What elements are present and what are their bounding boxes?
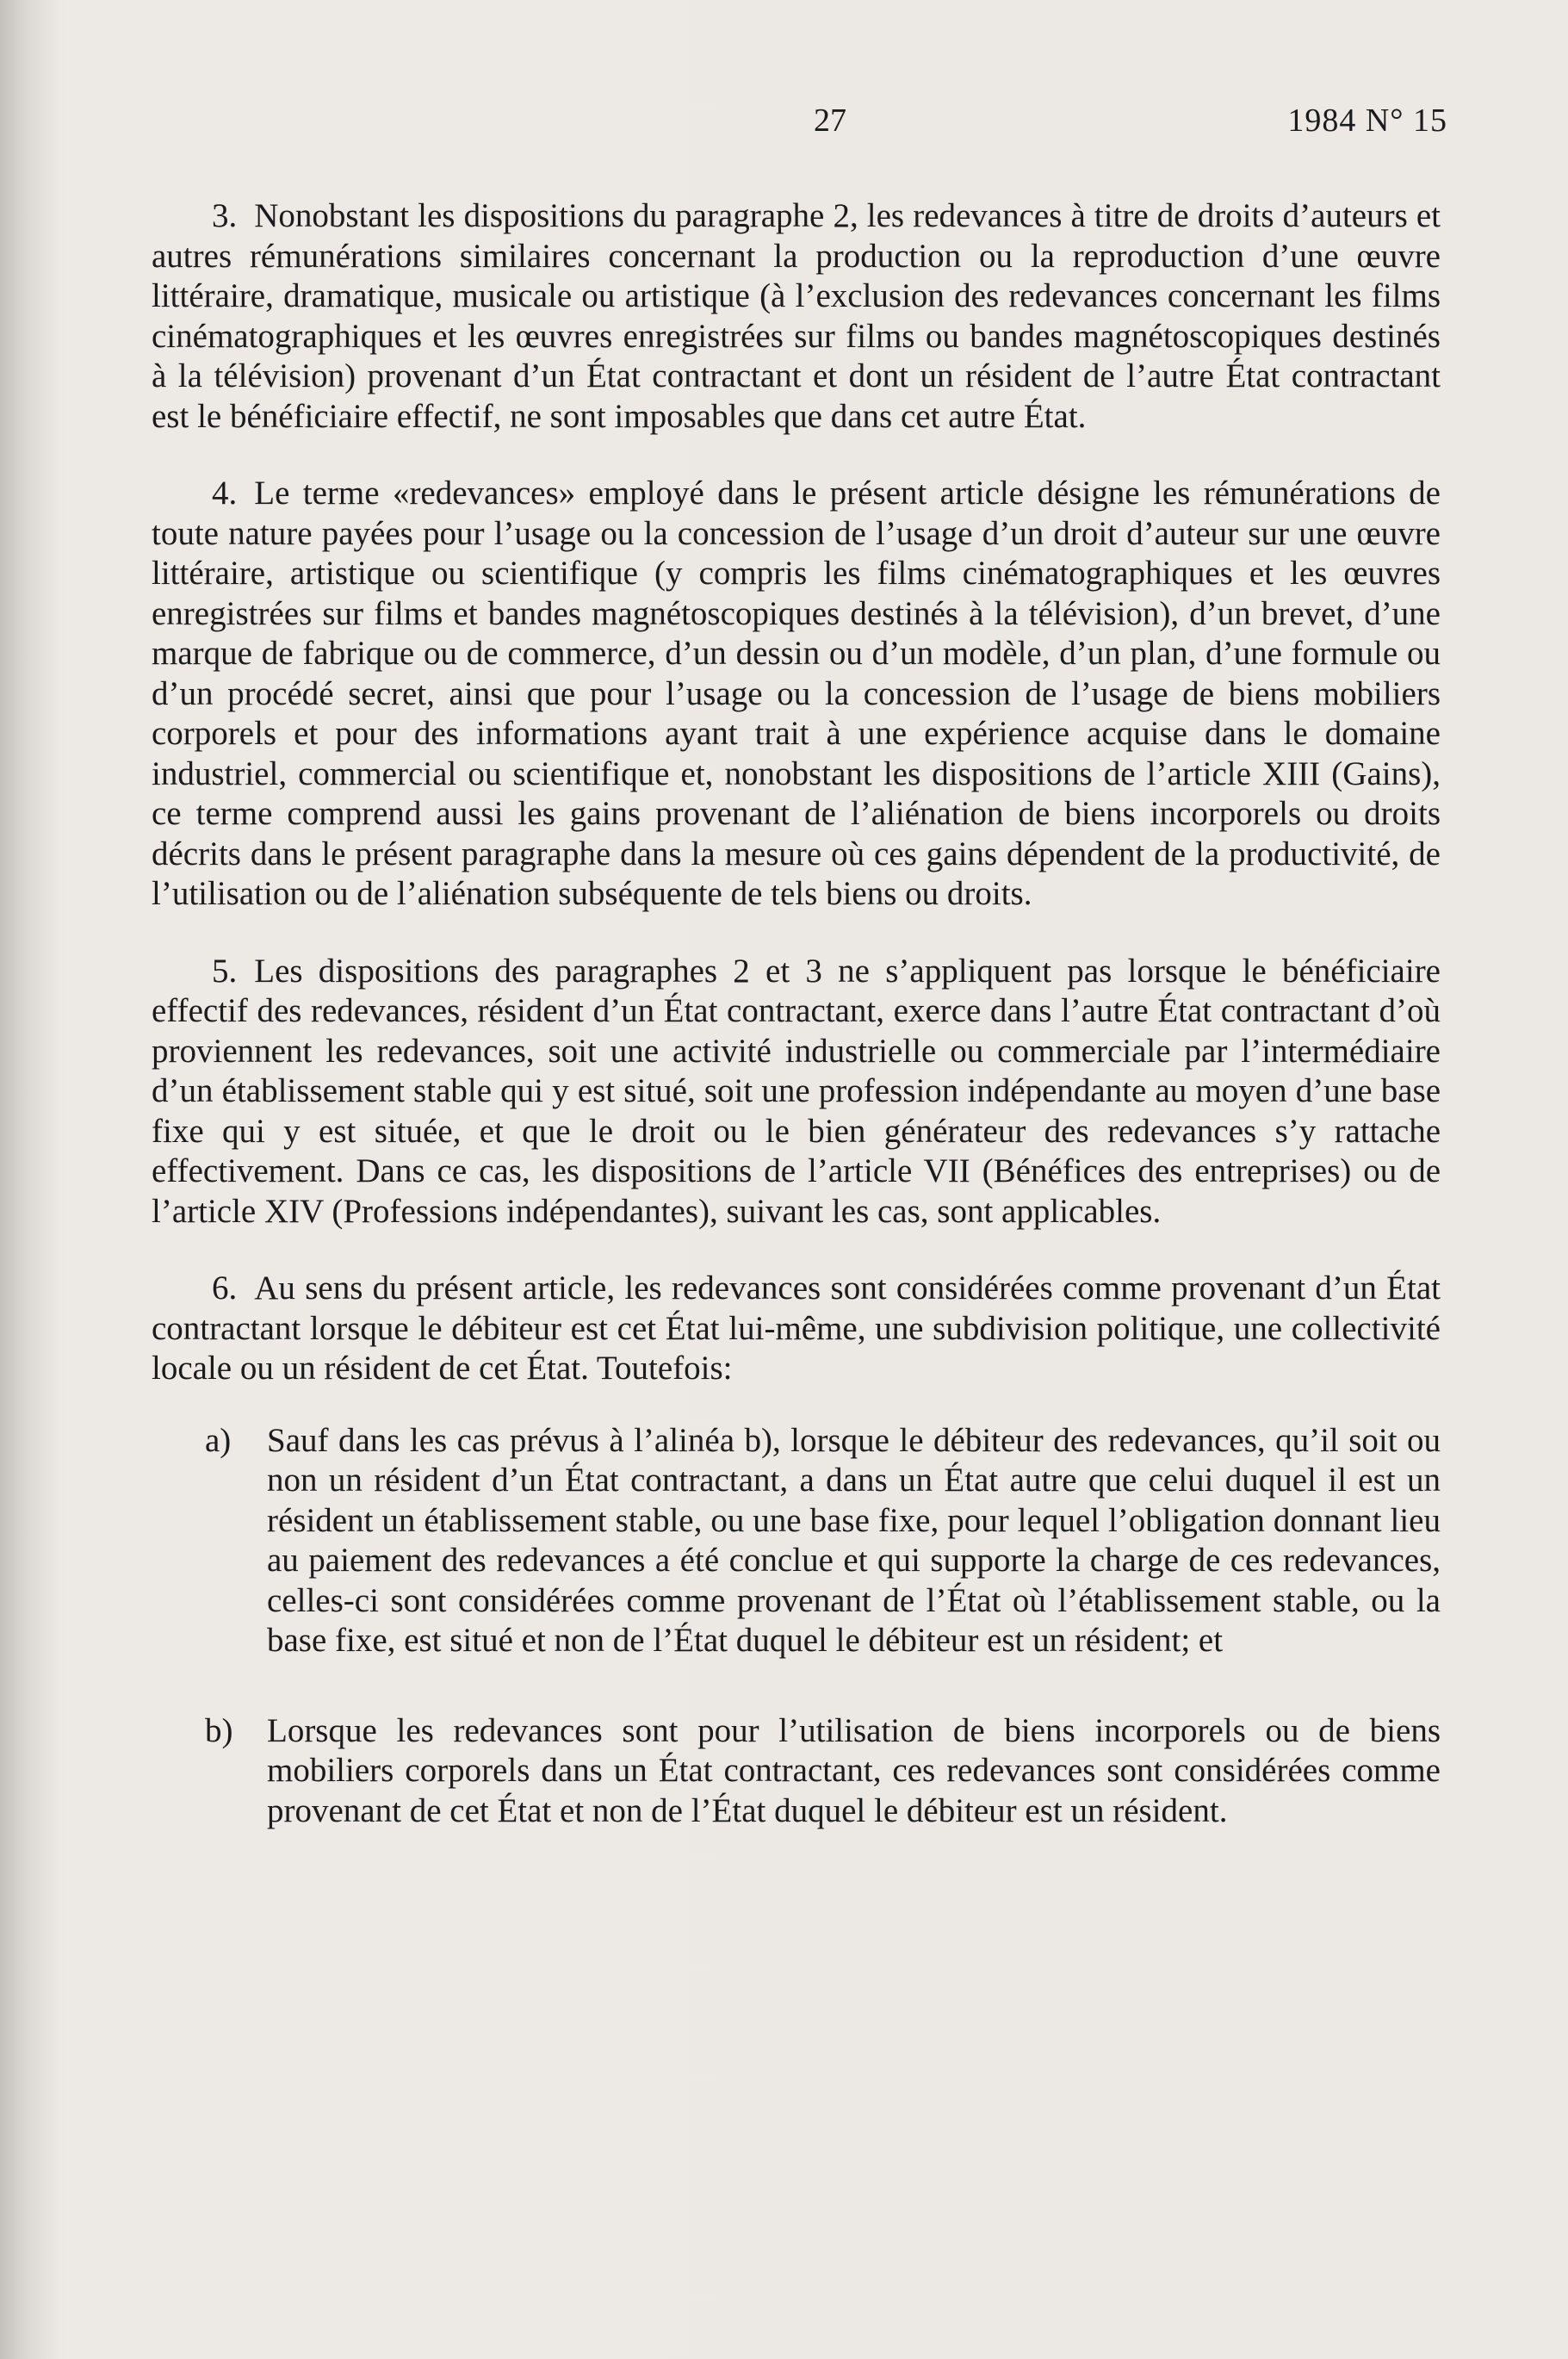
subparagraph-letter: a) (205, 1421, 232, 1459)
subparagraph-text: Sauf dans les cas prévus à l’alinéa b), lorsque le débiteur des redevances, qu’il soit ou non un résident d’un État contractant, a dans un État autre que celui duquel il est un résident un établissement stable, ou une base fixe, pour lequel l’obligation donnant lieu au paiement des redevances a été conclue et qui supporte la charge de ces redevances, celles-ci sont considérées comme provenant de l’État où l’établissement stable, ou la base fixe, est situé et non de l’État duquel le débiteur est un résident; et (267, 1421, 1441, 1659)
paragraph-text: Les dispositions des paragraphes 2 et 3 ne s’appliquent pas lorsque le bénéficiaire effectif des redevances, résident d’un État contractant, exerce dans l’autre État contractant d’où proviennent les redevances, soit une activité industrielle ou commerciale par l’intermédiaire d’un établissement stable qui y est situé, soit une profession indépendante au moyen d’une base fixe qui y est située, et que le droit ou le bien générateur des redevances s’y rattache effectivement. Dans ce cas, les dispositions de l’article VII (Bénéfices des entreprises) ou de l’article XIV (Professions indépendantes), suivant les cas, sont applicables. (152, 952, 1441, 1230)
subparagraph-letter: b) (205, 1711, 233, 1749)
paragraph-text: Au sens du présent article, les redevances sont considérées comme provenant d’un État contractant lorsque le débiteur est cet État lui-même, une subdivision politique, une collectivité locale ou un résident de cet État. Toutefois: (152, 1270, 1441, 1387)
paragraph-3 (152, 196, 1441, 437)
paragraph-5 (152, 952, 1441, 1232)
paragraph-text: Le terme «redevances» employé dans le présent article désigne les rémunérations de toute nature payées pour l’usage ou la concession de l’usage d’un droit d’auteur sur une œuvre littéraire, artistique ou scientifique (y compris les films cinématographiques et les œuvres enregistrées sur films et bandes magnétoscopiques destinés à la télévision), d’un brevet, d’une marque de fabrique ou de commerce, d’un dessin ou d’un modèle, d’un plan, d’une formule ou d’un procédé secret, ainsi que pour l’usage ou la concession de l’usage de biens mobiliers corporels et pour des informations ayant trait à une expérience acquise dans le domaine industriel, commercial ou scientifique et, nonobstant les dispositions de l’article XIII (Gains), ce terme comprend aussi les gains provenant de l’aliénation de biens incorporels ou droits décrits dans le présent paragraphe dans la mesure où ces gains dépendent de la productivité, de l’utilisation ou de l’aliénation subséquente de tels biens ou droits. (152, 475, 1441, 912)
subparagraph-text: Lorsque les redevances sont pour l’utilisation de biens incorporels ou de biens mobiliers corporels dans un État contractant, ces redevances sont considérées comme provenant de cet État et non de l’État duquel le débiteur est un résident. (267, 1711, 1441, 1829)
page-header (0, 102, 1568, 145)
paragraph-number: 5. (212, 952, 238, 990)
subparagraph-a (152, 1421, 1441, 1661)
paragraph-4 (152, 474, 1441, 915)
binding-shadow (0, 0, 60, 2359)
paragraph-number: 3. (212, 197, 238, 234)
page-number: 27 (814, 102, 846, 139)
subparagraph-b (152, 1711, 1441, 1832)
paragraph-number: 6. (212, 1270, 238, 1307)
paragraph-number: 4. (212, 475, 238, 512)
article-body (152, 196, 1441, 1867)
document-reference: 1984 N° 15 (1287, 102, 1447, 139)
paragraph-text: Nonobstant les dispositions du paragraphe 2, les redevances à titre de droits d’auteurs et autres rémunérations similaires concernant la production ou la reproduction d’une œuvre littéraire, dramatique, musicale ou artistique (à l’exclusion des redevances concernant les films cinématographiques et les œuvres enregistrées sur films ou bandes magnétoscopiques destinés à la télévision) provenant d’un État contractant et dont un résident de l’autre État contractant est le bénéficiaire effectif, ne sont imposables que dans cet autre État. (152, 197, 1441, 435)
paragraph-6 (152, 1269, 1441, 1389)
